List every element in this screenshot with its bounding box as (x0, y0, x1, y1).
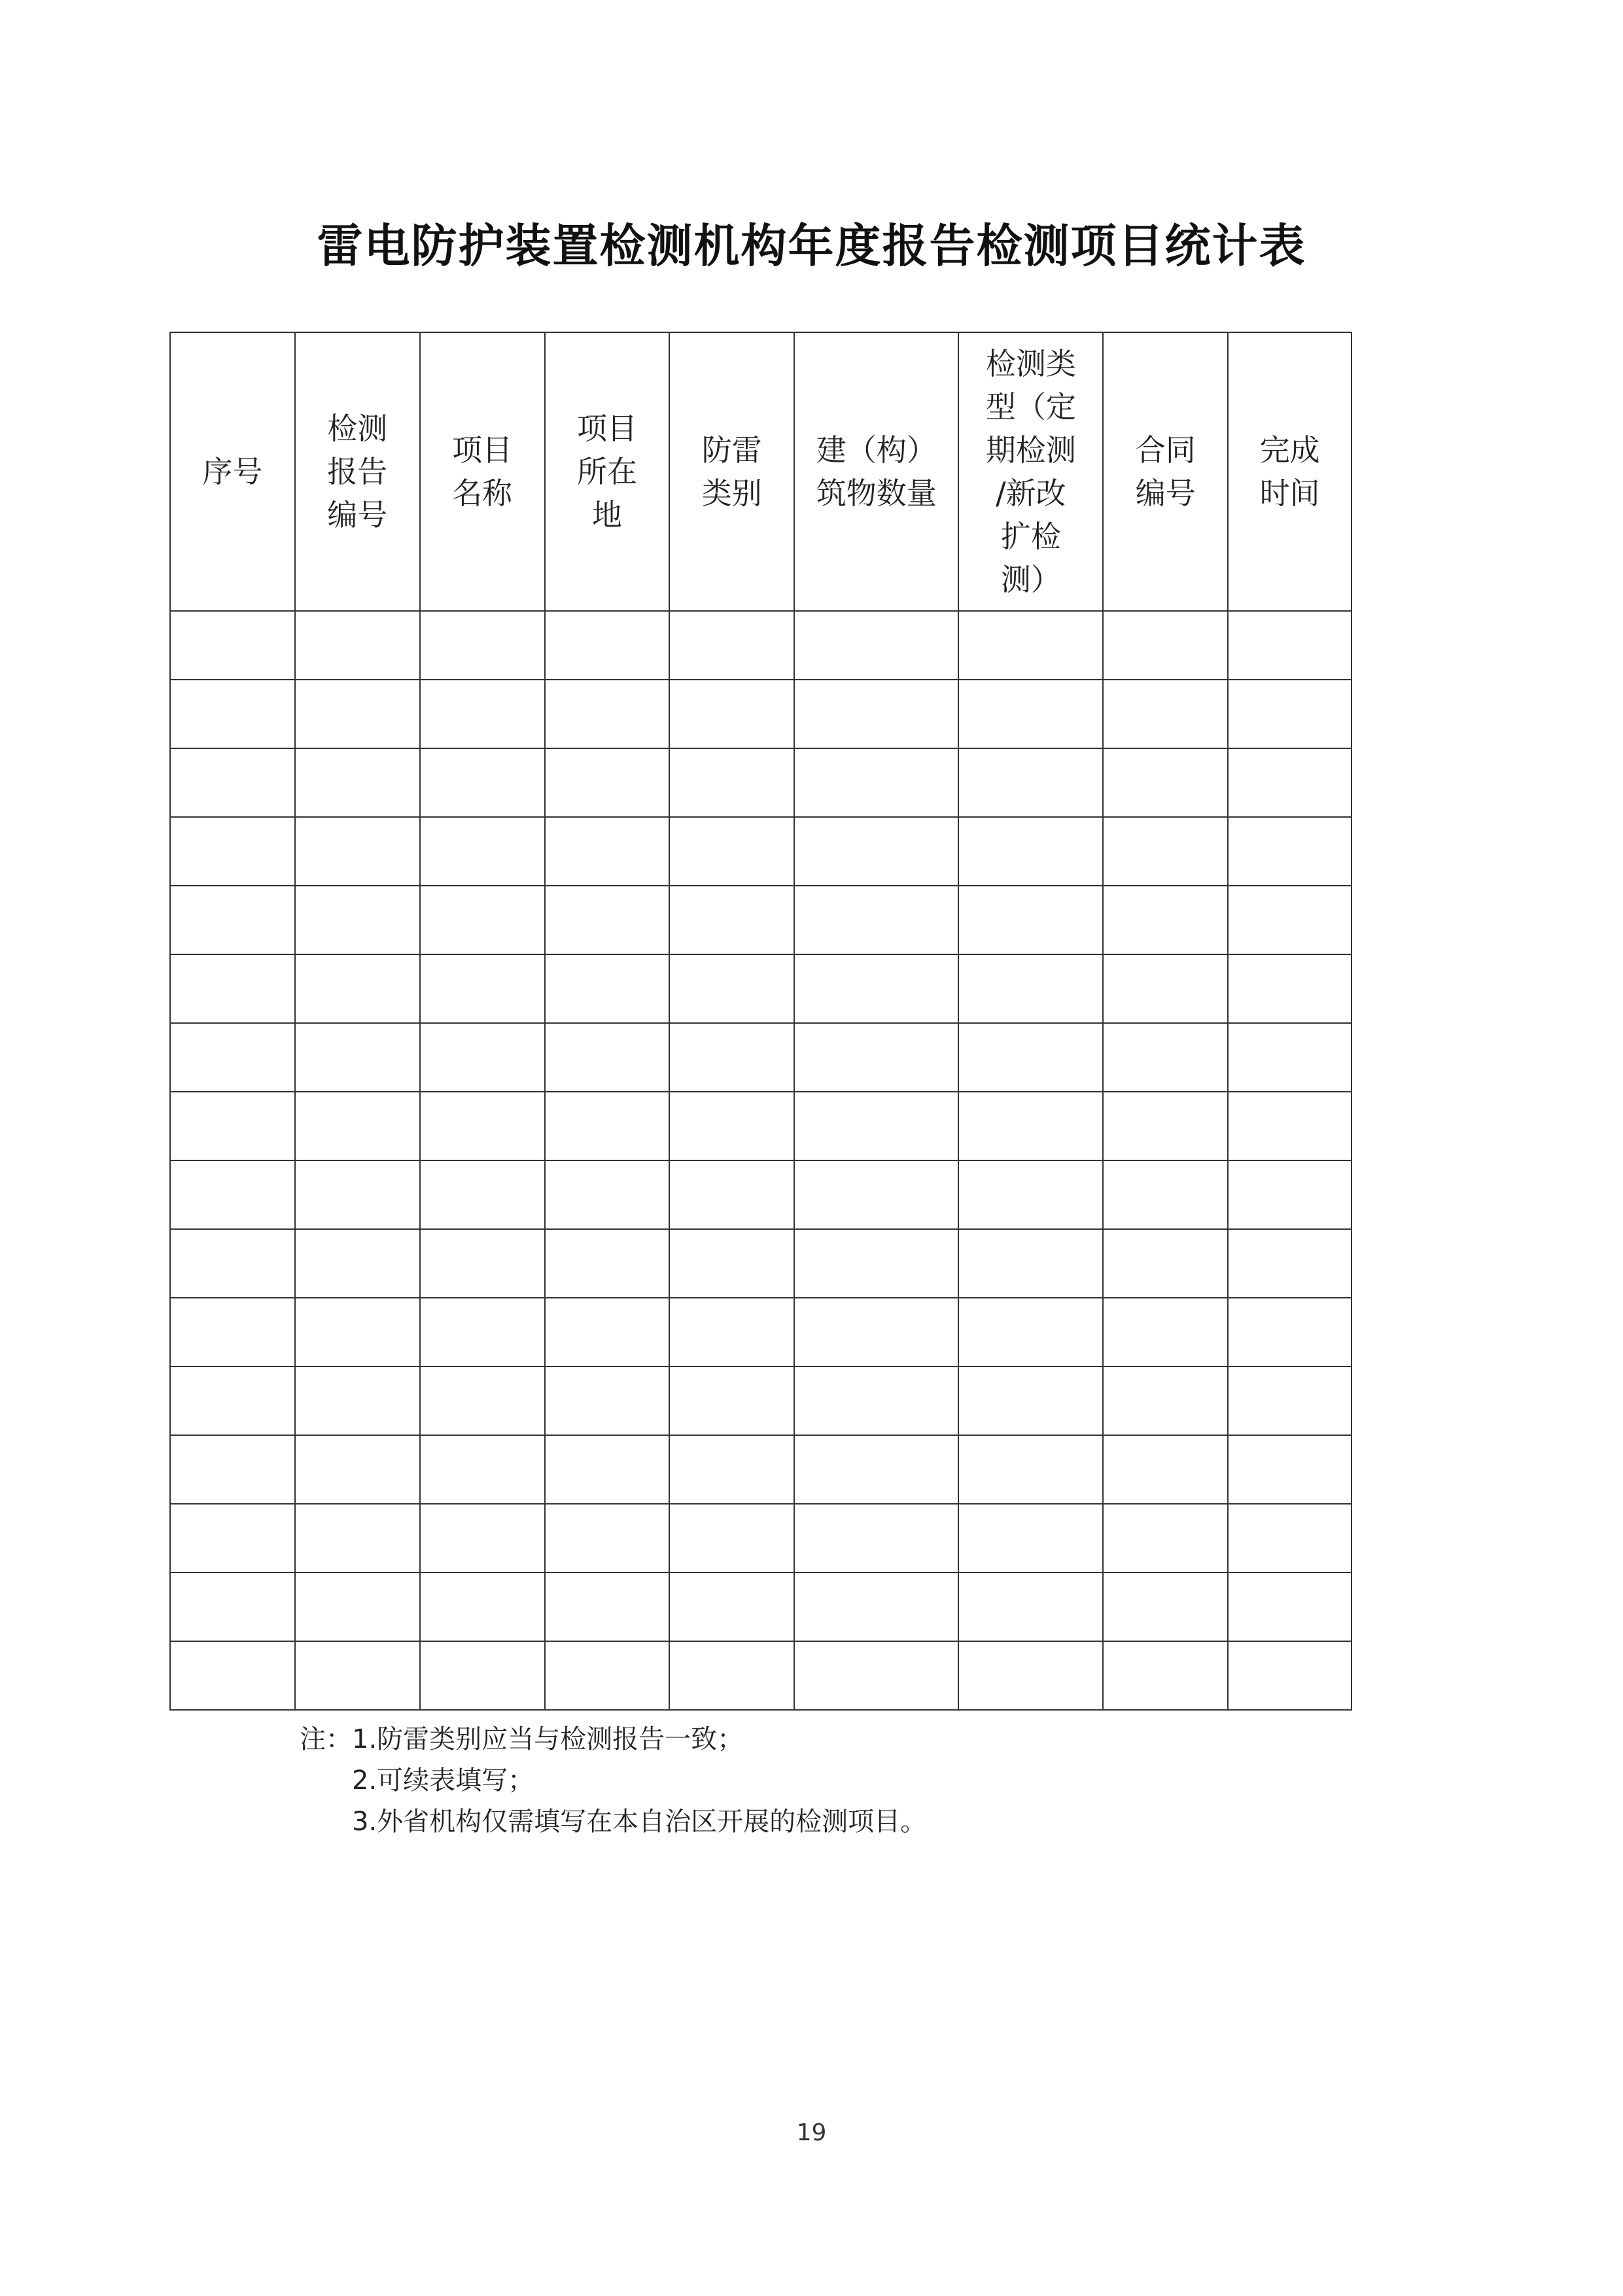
table-cell (958, 886, 1103, 954)
table-cell (794, 886, 958, 954)
table-cell (170, 748, 295, 817)
table-cell (1228, 748, 1352, 817)
table-cell (1103, 1641, 1228, 1710)
table-cell (958, 954, 1103, 1023)
table-cell (1103, 954, 1228, 1023)
table-cell (420, 1504, 545, 1573)
table-cell (170, 1160, 295, 1229)
table-cell (1103, 886, 1228, 954)
table-cell (420, 748, 545, 817)
table-cell (1228, 611, 1352, 680)
note-item: 3.外省机构仅需填写在本自治区开展的检测项目。 (352, 1807, 927, 1837)
table-cell (669, 1023, 794, 1092)
table-cell (420, 1160, 545, 1229)
table-cell (958, 1504, 1103, 1573)
table-cell (1103, 1092, 1228, 1160)
header-label: 完成 时间 (1259, 432, 1320, 511)
table-cell (1228, 1160, 1352, 1229)
header-label: 建（构） 筑物数量 (816, 432, 937, 511)
table-cell (295, 1573, 420, 1641)
notes-prefix: 注： (300, 1724, 352, 1754)
table-cell (669, 1092, 794, 1160)
table-cell (1228, 1504, 1352, 1573)
table-cell (545, 1504, 670, 1573)
table-cell (295, 1504, 420, 1573)
table-cell (958, 1641, 1103, 1710)
table-cell (669, 1160, 794, 1229)
table-cell (545, 1435, 670, 1504)
table-cell (295, 1435, 420, 1504)
table-cell (794, 1573, 958, 1641)
table-cell (295, 1160, 420, 1229)
table-cell (958, 1435, 1103, 1504)
table-cell (794, 817, 958, 886)
note-item: 2.可续表填写； (352, 1765, 534, 1796)
table-cell (1103, 748, 1228, 817)
table-cell (669, 1298, 794, 1366)
table-cell (295, 1366, 420, 1435)
table-cell (295, 680, 420, 748)
table-cell (1228, 1641, 1352, 1710)
table-cell (545, 886, 670, 954)
table-cell (420, 1366, 545, 1435)
header-cell (545, 332, 670, 611)
table-row (170, 1229, 1352, 1298)
table-row (170, 886, 1352, 954)
statistics-table (169, 332, 1352, 1711)
header-cell (958, 332, 1103, 611)
table-cell (958, 1023, 1103, 1092)
table-cell (1103, 1160, 1228, 1229)
table-cell (794, 1160, 958, 1229)
table-cell (545, 748, 670, 817)
note-item: 1.防雷类别应当与检测报告一致； (352, 1724, 744, 1754)
table-cell (545, 1023, 670, 1092)
table-cell (958, 680, 1103, 748)
table-row (170, 1160, 1352, 1229)
header-label: 防雷 类别 (701, 432, 762, 511)
table-cell (794, 1298, 958, 1366)
table-cell (669, 611, 794, 680)
table-cell (958, 1366, 1103, 1435)
table-cell (420, 680, 545, 748)
table-cell (420, 611, 545, 680)
table-cell (170, 886, 295, 954)
note-line (300, 1760, 926, 1801)
table-cell (1228, 954, 1352, 1023)
table-cell (794, 1023, 958, 1092)
table-cell (669, 886, 794, 954)
table-row (170, 954, 1352, 1023)
table-cell (669, 1366, 794, 1435)
table-cell (669, 1504, 794, 1573)
header-label: 检测类 型（定 期检测 /新改 扩检 测） (985, 346, 1076, 597)
header-label: 序号 (202, 454, 263, 489)
table-cell (958, 1160, 1103, 1229)
notes-section (300, 1719, 926, 1843)
table-row (170, 1092, 1352, 1160)
table-cell (1228, 1023, 1352, 1092)
table-cell (170, 1092, 295, 1160)
table-cell (170, 611, 295, 680)
table-cell (170, 1298, 295, 1366)
header-cell (794, 332, 958, 611)
table-cell (420, 954, 545, 1023)
table-cell (1103, 611, 1228, 680)
table-cell (794, 1092, 958, 1160)
header-cell (1103, 332, 1228, 611)
table-body (170, 611, 1352, 1710)
note-line (300, 1719, 926, 1760)
header-cell (669, 332, 794, 611)
table-cell (669, 1435, 794, 1504)
table-cell (170, 1573, 295, 1641)
table-row (170, 1573, 1352, 1641)
table-cell (295, 1092, 420, 1160)
table-cell (958, 1092, 1103, 1160)
table-row (170, 611, 1352, 680)
page-title: 雷电防护装置检测机构年度报告检测项目统计表 (317, 218, 1306, 273)
table-cell (420, 1298, 545, 1366)
table-cell (295, 748, 420, 817)
table-cell (545, 1229, 670, 1298)
table-cell (295, 1229, 420, 1298)
table-cell (1228, 817, 1352, 886)
header-cell (420, 332, 545, 611)
table-cell (545, 680, 670, 748)
table-cell (794, 1641, 958, 1710)
table-cell (1228, 1573, 1352, 1641)
table-cell (1228, 680, 1352, 748)
table-cell (794, 748, 958, 817)
table-row (170, 1023, 1352, 1092)
header-label: 项目 名称 (452, 432, 513, 511)
table-cell (545, 817, 670, 886)
header-label: 合同 编号 (1135, 432, 1196, 511)
table-cell (1103, 1573, 1228, 1641)
table-cell (420, 1573, 545, 1641)
table-cell (794, 1229, 958, 1298)
table-cell (1103, 1504, 1228, 1573)
table-cell (669, 1641, 794, 1710)
note-line (300, 1801, 926, 1843)
table-row (170, 748, 1352, 817)
table-cell (794, 1504, 958, 1573)
table-cell (295, 611, 420, 680)
table-row (170, 1641, 1352, 1710)
table-row (170, 1366, 1352, 1435)
table-cell (794, 680, 958, 748)
table-cell (669, 680, 794, 748)
table-cell (1228, 1229, 1352, 1298)
table-cell (669, 1573, 794, 1641)
table-cell (545, 1641, 670, 1710)
table-cell (1228, 1435, 1352, 1504)
table-cell (545, 1298, 670, 1366)
table-cell (1103, 817, 1228, 886)
page-number: 19 (796, 2119, 827, 2146)
table-row (170, 1504, 1352, 1573)
table-cell (170, 1023, 295, 1092)
table-cell (170, 1641, 295, 1710)
table-cell (958, 1229, 1103, 1298)
table-cell (958, 1298, 1103, 1366)
table-cell (545, 611, 670, 680)
table-cell (170, 1504, 295, 1573)
table-cell (958, 748, 1103, 817)
table-cell (420, 1229, 545, 1298)
table-cell (295, 954, 420, 1023)
table-cell (170, 954, 295, 1023)
table-cell (545, 1573, 670, 1641)
table-cell (295, 817, 420, 886)
header-cell (170, 332, 295, 611)
table-cell (170, 1435, 295, 1504)
table-cell (295, 1298, 420, 1366)
table-cell (170, 680, 295, 748)
table-cell (545, 1092, 670, 1160)
table-cell (794, 1366, 958, 1435)
table-cell (794, 611, 958, 680)
table-cell (669, 748, 794, 817)
header-label: 检测 报告 编号 (327, 411, 388, 532)
table-cell (420, 1641, 545, 1710)
table-cell (1103, 1023, 1228, 1092)
header-label: 项目 所在 地 (576, 411, 637, 532)
table-cell (1228, 1298, 1352, 1366)
header-cell (1228, 332, 1352, 611)
table-cell (295, 886, 420, 954)
table-cell (295, 1641, 420, 1710)
table-cell (545, 954, 670, 1023)
table-cell (545, 1160, 670, 1229)
table-cell (420, 1435, 545, 1504)
table-cell (1228, 1366, 1352, 1435)
table-header-row (170, 332, 1352, 611)
table-row (170, 680, 1352, 748)
table-cell (958, 1573, 1103, 1641)
table-cell (170, 1366, 295, 1435)
table-cell (1228, 886, 1352, 954)
table-cell (420, 886, 545, 954)
table-cell (170, 1229, 295, 1298)
table-cell (1228, 1092, 1352, 1160)
table-cell (1103, 1435, 1228, 1504)
table-cell (545, 1366, 670, 1435)
table-cell (794, 954, 958, 1023)
table-cell (1103, 1229, 1228, 1298)
table-cell (669, 817, 794, 886)
table-cell (669, 1229, 794, 1298)
table-cell (669, 954, 794, 1023)
header-cell (295, 332, 420, 611)
table-row (170, 817, 1352, 886)
table-cell (1103, 1366, 1228, 1435)
table-cell (1103, 1298, 1228, 1366)
table-cell (420, 1023, 545, 1092)
table-cell (958, 817, 1103, 886)
table-cell (420, 1092, 545, 1160)
table-row (170, 1298, 1352, 1366)
table-cell (1103, 680, 1228, 748)
table-cell (958, 611, 1103, 680)
table-cell (420, 817, 545, 886)
table-row (170, 1435, 1352, 1504)
table-cell (794, 1435, 958, 1504)
table-cell (170, 817, 295, 886)
table-cell (295, 1023, 420, 1092)
